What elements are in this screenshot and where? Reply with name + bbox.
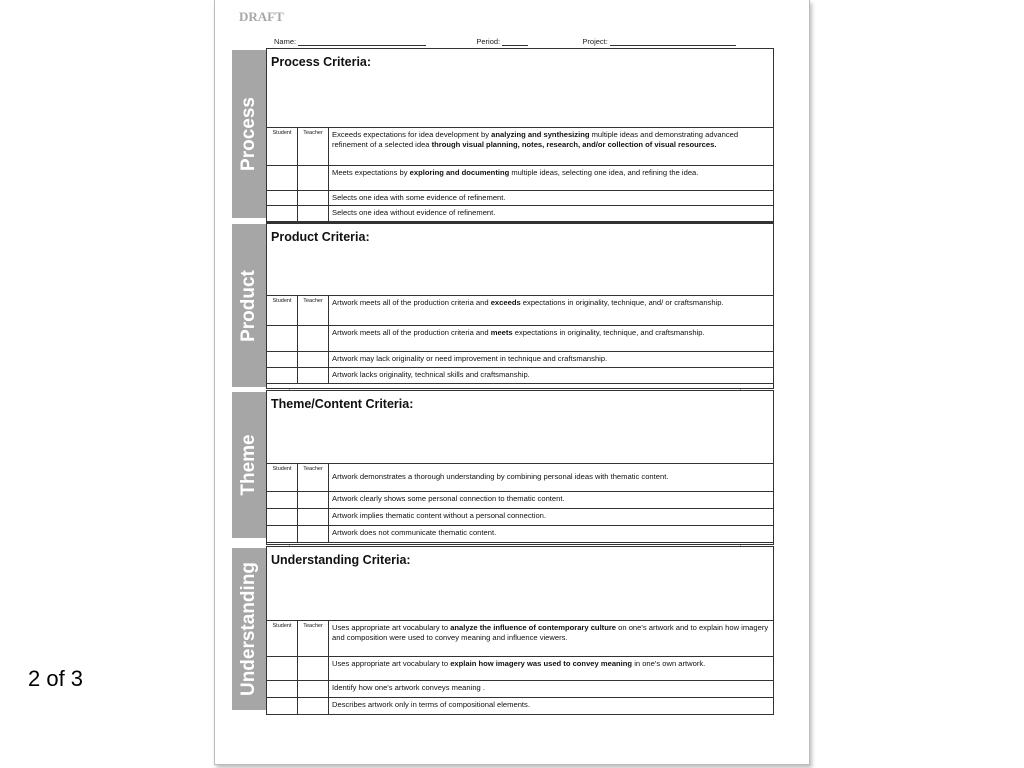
criterion-text: Artwork implies thematic content without a personal connection. bbox=[329, 509, 774, 526]
rubric-table-process bbox=[266, 127, 774, 222]
table-row bbox=[267, 191, 774, 206]
student-column-header: Student bbox=[267, 296, 298, 326]
table-row bbox=[267, 326, 774, 352]
period-label: Period: bbox=[476, 37, 501, 46]
section-title-process: Process Criteria: bbox=[271, 55, 372, 69]
sidebar-theme bbox=[232, 392, 266, 538]
table-row bbox=[267, 464, 774, 492]
section-title-understanding: Understanding Criteria: bbox=[271, 553, 411, 567]
rubric-table-product bbox=[266, 295, 774, 384]
name-label: Name: bbox=[274, 37, 297, 46]
criterion-text: Artwork meets all of the production criteria and exceeds expectations in originality, technique, and/ or craftsmanship. bbox=[329, 296, 774, 326]
student-score-cell[interactable] bbox=[267, 166, 298, 191]
table-row bbox=[267, 352, 774, 368]
sidebar-understanding bbox=[232, 548, 266, 710]
criterion-text: Artwork demonstrates a thorough understanding by combining personal ideas with thematic content. bbox=[329, 464, 774, 492]
student-column-header: Student bbox=[267, 621, 298, 657]
student-score-cell[interactable] bbox=[267, 509, 298, 526]
table-row bbox=[267, 657, 774, 681]
sidebar-label-product: Product bbox=[238, 269, 259, 342]
criterion-text: Artwork clearly shows some personal connection to thematic content. bbox=[329, 492, 774, 509]
student-score-cell[interactable] bbox=[267, 191, 298, 206]
table-row bbox=[267, 492, 774, 509]
table-row bbox=[267, 621, 774, 657]
teacher-column-header: Teacher bbox=[298, 296, 329, 326]
slide-number: 2 of 3 bbox=[28, 666, 84, 691]
criterion-text: Uses appropriate art vocabulary to analyze the influence of contemporary culture on one's artwork and to explain how imagery and composition were used to convey meaning and influence viewers. bbox=[329, 621, 774, 657]
criterion-text: Selects one idea with some evidence of refinement. bbox=[329, 191, 774, 206]
criterion-text: Uses appropriate art vocabulary to explain how imagery was used to convey meaning in one's own artwork. bbox=[329, 657, 774, 681]
name-blank bbox=[298, 37, 426, 46]
student-score-cell[interactable] bbox=[267, 526, 298, 543]
teacher-score-cell[interactable] bbox=[298, 191, 329, 206]
section-product bbox=[266, 223, 774, 389]
project-label: Project: bbox=[582, 37, 608, 46]
table-row bbox=[267, 526, 774, 543]
teacher-score-cell[interactable] bbox=[298, 492, 329, 509]
criterion-text: Artwork may lack originality or need improvement in technique and craftsmanship. bbox=[329, 352, 774, 368]
student-score-cell[interactable] bbox=[267, 206, 298, 221]
student-column-header: Student bbox=[267, 464, 298, 492]
sidebar-label-process: Process bbox=[238, 97, 259, 171]
table-row bbox=[267, 368, 774, 384]
teacher-score-cell[interactable] bbox=[298, 698, 329, 715]
section-process bbox=[266, 48, 774, 223]
student-column-header: Student bbox=[267, 128, 298, 166]
teacher-score-cell[interactable] bbox=[298, 681, 329, 698]
student-info-line bbox=[274, 37, 736, 46]
criterion-text: Selects one idea without evidence of refinement. bbox=[329, 206, 774, 221]
criterion-text: Exceeds expectations for idea development by analyzing and synthesizing multiple ideas and demonstrating advanced refinement of a selected idea through visual planning, notes, research, and/or collection of visual resources. bbox=[329, 128, 774, 166]
table-row bbox=[267, 128, 774, 166]
section-title-theme: Theme/Content Criteria: bbox=[271, 397, 414, 411]
teacher-column-header: Teacher bbox=[298, 128, 329, 166]
teacher-score-cell[interactable] bbox=[298, 326, 329, 352]
student-score-cell[interactable] bbox=[267, 326, 298, 352]
sidebar-label-theme: Theme bbox=[238, 434, 259, 496]
section-theme bbox=[266, 390, 774, 545]
teacher-column-header: Teacher bbox=[298, 621, 329, 657]
criterion-text: Describes artwork only in terms of compositional elements. bbox=[329, 698, 774, 715]
criterion-text: Artwork lacks originality, technical skills and craftsmanship. bbox=[329, 368, 774, 384]
sidebar-product bbox=[232, 224, 266, 387]
student-score-cell[interactable] bbox=[267, 492, 298, 509]
section-understanding bbox=[266, 546, 774, 715]
teacher-column-header: Teacher bbox=[298, 464, 329, 492]
student-score-cell[interactable] bbox=[267, 681, 298, 698]
table-row bbox=[267, 206, 774, 221]
rubric-table-theme bbox=[266, 463, 774, 543]
table-row bbox=[267, 681, 774, 698]
table-row bbox=[267, 698, 774, 715]
student-score-cell[interactable] bbox=[267, 698, 298, 715]
teacher-score-cell[interactable] bbox=[298, 166, 329, 191]
student-score-cell[interactable] bbox=[267, 352, 298, 368]
criterion-text: Meets expectations by exploring and documenting multiple ideas, selecting one idea, and refining the idea. bbox=[329, 166, 774, 191]
teacher-score-cell[interactable] bbox=[298, 526, 329, 543]
sidebar-label-understanding: Understanding bbox=[238, 561, 259, 697]
criterion-text: Artwork does not communicate thematic content. bbox=[329, 526, 774, 543]
teacher-score-cell[interactable] bbox=[298, 509, 329, 526]
criterion-text: Artwork meets all of the production criteria and meets expectations in originality, technique, and craftsmanship. bbox=[329, 326, 774, 352]
teacher-score-cell[interactable] bbox=[298, 352, 329, 368]
project-blank bbox=[610, 37, 736, 46]
teacher-score-cell[interactable] bbox=[298, 368, 329, 384]
teacher-score-cell[interactable] bbox=[298, 657, 329, 681]
teacher-score-cell[interactable] bbox=[298, 206, 329, 221]
period-blank bbox=[502, 37, 528, 46]
student-score-cell[interactable] bbox=[267, 657, 298, 681]
draft-watermark: DRAFT bbox=[239, 9, 284, 24]
table-row bbox=[267, 509, 774, 526]
section-title-product: Product Criteria: bbox=[271, 230, 370, 244]
document-page bbox=[214, 0, 810, 765]
criterion-text: Identify how one's artwork conveys meaning . bbox=[329, 681, 774, 698]
sidebar-process bbox=[232, 50, 266, 218]
student-score-cell[interactable] bbox=[267, 368, 298, 384]
table-row bbox=[267, 296, 774, 326]
rubric-table-understanding bbox=[266, 620, 774, 715]
table-row bbox=[267, 166, 774, 191]
